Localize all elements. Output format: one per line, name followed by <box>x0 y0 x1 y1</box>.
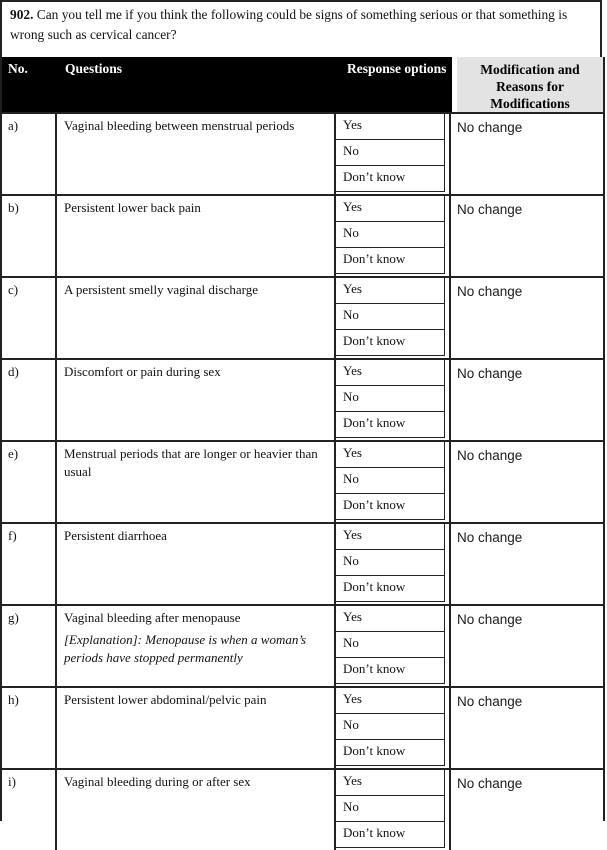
row-letter: f) <box>2 524 57 604</box>
question-cell <box>57 114 336 194</box>
response-options-cell <box>336 278 451 358</box>
modification-cell: No change <box>457 694 523 709</box>
response-options-cell <box>336 524 451 604</box>
modification-cell: No change <box>457 120 523 135</box>
header-response-options: Response options <box>347 61 447 76</box>
row-letter: i) <box>2 770 57 850</box>
modification-cell: No change <box>457 612 523 627</box>
question-number: 902. <box>10 7 34 22</box>
response-option: No <box>336 222 445 248</box>
table-row <box>2 276 603 358</box>
response-options-cell <box>336 688 451 768</box>
response-option: Yes <box>336 688 445 714</box>
table-row <box>2 112 603 194</box>
question-cell-text: Menstrual periods that are longer or heavier than usual <box>64 446 318 479</box>
question-cell-text: Vaginal bleeding between menstrual periods <box>64 118 295 133</box>
response-option: No <box>336 550 445 576</box>
question-cell-text: Vaginal bleeding after menopause <box>64 610 241 625</box>
question-cell-text: Discomfort or pain during sex <box>64 364 221 379</box>
modification-cell: No change <box>457 284 523 299</box>
response-option: No <box>336 714 445 740</box>
modification-cell: No change <box>457 530 523 545</box>
response-option: Yes <box>336 770 445 796</box>
response-option: Don’t know <box>336 658 445 684</box>
response-option: No <box>336 632 445 658</box>
response-options-cell <box>336 196 451 276</box>
question-text <box>10 5 592 45</box>
table-body <box>2 112 603 850</box>
header-modification: Modification and Reasons for Modifications <box>457 57 603 112</box>
response-options-cell <box>336 360 451 440</box>
response-option: Yes <box>336 114 445 140</box>
response-option: Don’t know <box>336 412 445 438</box>
response-option: No <box>336 140 445 166</box>
row-letter: c) <box>2 278 57 358</box>
question-cell-text: Persistent lower abdominal/pelvic pain <box>64 692 267 707</box>
response-option: Don’t know <box>336 494 445 520</box>
response-options-cell <box>336 770 451 850</box>
response-option: Yes <box>336 360 445 386</box>
table-row <box>2 440 603 522</box>
response-option: Don’t know <box>336 330 445 356</box>
row-letter: e) <box>2 442 57 522</box>
row-letter: h) <box>2 688 57 768</box>
question-cell-text: A persistent smelly vaginal discharge <box>64 282 258 297</box>
response-option: Yes <box>336 442 445 468</box>
response-option: Don’t know <box>336 822 445 848</box>
modification-cell: No change <box>457 776 523 791</box>
row-letter: b) <box>2 196 57 276</box>
question-cell-text: Persistent lower back pain <box>64 200 201 215</box>
question-cell <box>57 524 336 604</box>
response-option: Yes <box>336 524 445 550</box>
response-option: Don’t know <box>336 166 445 192</box>
question-cell <box>57 770 336 850</box>
response-option: No <box>336 304 445 330</box>
table-row <box>2 604 603 686</box>
response-option: Yes <box>336 606 445 632</box>
modification-cell: No change <box>457 202 523 217</box>
response-option: Don’t know <box>336 740 445 766</box>
response-option: Yes <box>336 196 445 222</box>
header-no: No. <box>8 61 28 76</box>
response-options-cell <box>336 606 451 686</box>
question-cell <box>57 442 336 522</box>
table-row <box>2 686 603 768</box>
question-cell <box>57 606 336 686</box>
table-row <box>2 768 603 850</box>
response-options-cell <box>336 114 451 194</box>
modifications-table <box>0 57 605 840</box>
question-cell <box>57 688 336 768</box>
question-cell <box>57 196 336 276</box>
row-letter: g) <box>2 606 57 686</box>
question-body: Can you tell me if you think the following could be signs of something serious or that something is wrong such as cervical cancer? <box>10 7 568 42</box>
response-options-cell <box>336 442 451 522</box>
question-cell <box>57 360 336 440</box>
question-box <box>0 0 602 57</box>
table-row <box>2 522 603 604</box>
response-option: Don’t know <box>336 248 445 274</box>
response-option: Yes <box>336 278 445 304</box>
question-cell <box>57 278 336 358</box>
table-header-row <box>2 57 603 112</box>
question-cell-text: Vaginal bleeding during or after sex <box>64 774 251 789</box>
response-option: No <box>336 796 445 822</box>
table-row <box>2 358 603 440</box>
table-header-black <box>2 57 452 112</box>
question-cell-text: Persistent diarrhoea <box>64 528 167 543</box>
row-letter: d) <box>2 360 57 440</box>
question-explanation: [Explanation]: Menopause is when a woman’s periods have stopped permanently <box>64 632 307 665</box>
response-option: No <box>336 468 445 494</box>
table-row <box>2 194 603 276</box>
response-option: No <box>336 386 445 412</box>
modification-cell: No change <box>457 448 523 463</box>
response-option: Don’t know <box>336 576 445 602</box>
row-letter: a) <box>2 114 57 194</box>
header-questions: Questions <box>65 61 123 76</box>
modification-cell: No change <box>457 366 523 381</box>
